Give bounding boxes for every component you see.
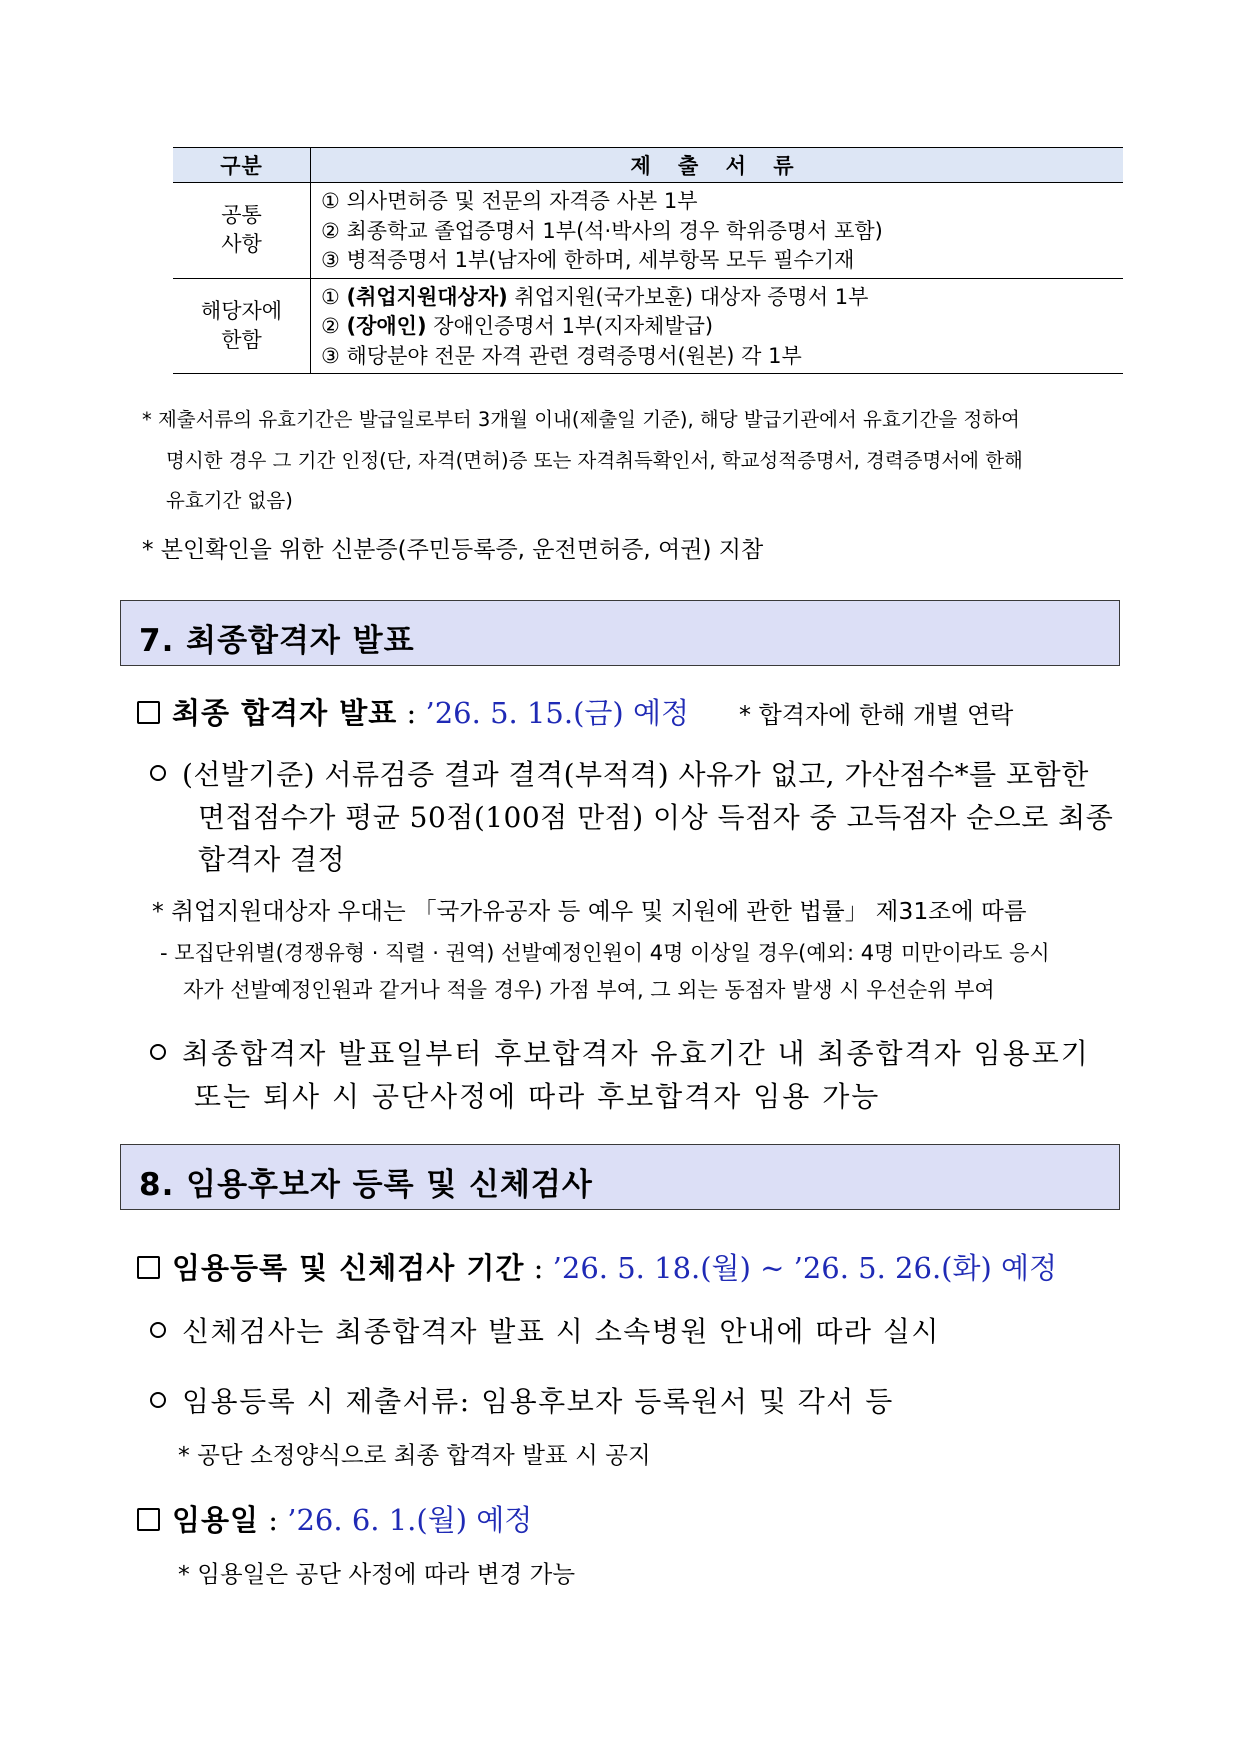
bullet-continuation: 합격자 결정 [198,843,346,876]
bullet-selection-criteria [150,753,1089,793]
heading-side-note: * 합격자에 한해 개별 연락 [738,701,1014,729]
bullet-registration-documents [150,1380,894,1420]
bullet-medical-exam [150,1310,940,1350]
section-8-title: 8. 임용후보자 등록 및 신체검사 [139,1167,593,1203]
bullet-text: (선발기준) 서류검증 결과 결격(부적격) 사유가 없고, 가산점수*를 포함한 [182,758,1089,791]
appointment-date: ’26. 6. 1.(월) 예정 [287,1503,533,1537]
row-category [173,278,311,374]
heading-label: 최종 합격자 발표 [172,696,398,730]
section-7-title: 7. 최종합격자 발표 [139,623,415,659]
row-items [311,278,1124,374]
circle-bullet-icon [150,765,166,781]
veteran-preference-note: * 취업지원대상자 우대는 「국가유공자 등 예우 및 지원에 관한 법률」 제31조에 따름 [152,897,1027,925]
heading-separator: : [397,696,426,730]
heading-separator: : [259,1503,288,1537]
category-line: 한함 [221,327,262,352]
validity-note-line2: 명시한 경우 그 기간 인정(단, 자격(면허)증 또는 자격취득확인서, 학교성적증명서, 경력증명서에 한해 [166,449,1023,472]
checkbox-square-icon [137,701,160,724]
list-item: ③ 병적증명서 1부(남자에 한하며, 세부항목 모두 필수기재 [321,248,855,272]
item-text: 해당분야 전문 자격 관련 경력증명서(원본) 각 1부 [339,343,802,368]
heading-separator: : [524,1251,553,1285]
row-items [311,183,1124,279]
validity-note-line3: 유효기간 없음) [166,489,293,512]
section-7-heading [137,691,1013,732]
appointment-change-note: * 임용일은 공단 사정에 따라 변경 가능 [178,1560,576,1588]
bullet-text: 임용등록 시 제출서류: 임용후보자 등록원서 및 각서 등 [182,1385,894,1418]
item-number: ① [321,284,340,309]
header-documents: 제 출 서 류 [311,148,1124,183]
circle-bullet-icon [150,1044,166,1060]
form-notice-note: * 공단 소정양식으로 최종 합격자 발표 시 공지 [178,1441,651,1469]
circle-bullet-icon [150,1322,166,1338]
category-line: 해당자에 [200,298,283,323]
item-bold-label: (장애인) [346,314,427,338]
validity-note-line1: * 제출서류의 유효기간은 발급일로부터 3개월 이내(제출일 기준), 해당 발급기관에서 유효기간을 정하여 [142,408,1020,431]
category-line: 공통 [221,203,262,228]
item-text: 취업지원(국가보훈) 대상자 증명서 1부 [507,284,869,309]
item-number: ③ [321,343,340,368]
item-bold-label: (취업지원대상자) [346,284,508,309]
circle-bullet-icon [150,1392,166,1408]
section-7-header [120,600,1120,666]
bullet-continuation: 또는 퇴사 시 공단사정에 따라 후보합격자 임용 가능 [194,1080,881,1113]
bullet-text: 최종합격자 발표일부터 후보합격자 유효기간 내 최종합격자 임용포기 [182,1037,1090,1070]
row-category [173,183,311,279]
id-note: * 본인확인을 위한 신분증(주민등록증, 운전면허증, 여권) 지참 [142,537,764,563]
announcement-date: ’26. 5. 15.(금) 예정 [425,696,689,730]
category-line: 사항 [221,232,262,257]
documents-table [173,147,1123,374]
bullet-text: 신체검사는 최종합격자 발표 시 소속병원 안내에 따라 실시 [182,1315,940,1348]
list-item [321,283,1123,313]
list-item [321,312,1123,342]
tiebreak-note-line1: - 모집단위별(경쟁유형 · 직렬 · 권역) 선발예정인원이 4명 이상일 경우(예외: 4명 미만이라도 응시 [160,941,1050,965]
item-text: 장애인증명서 1부(지자체발급) [426,314,714,338]
heading-label: 임용일 [172,1503,260,1537]
table-row [173,183,1123,279]
tiebreak-note-line2: 자가 선발예정인원과 같거나 적을 경우) 가점 부여, 그 외는 동점자 발생 시 우선순위 부여 [183,978,995,1002]
checkbox-square-icon [137,1256,160,1279]
list-item: ① 의사면허증 및 전문의 자격증 사본 1부 [321,189,698,213]
section-8-header [120,1144,1120,1210]
table-header-row [173,148,1123,183]
list-item: ② 최종학교 졸업증명서 1부(석·박사의 경우 학위증명서 포함) [321,218,883,243]
registration-period: ’26. 5. 18.(월) ∼ ’26. 5. 26.(화) 예정 [552,1251,1058,1285]
bullet-reserve-candidates [150,1032,1090,1072]
section-8-heading-appointment [137,1498,532,1539]
bullet-continuation: 면접점수가 평균 50점(100점 만점) 이상 득점자 중 고득점자 순으로 최종 [198,801,1114,834]
list-item [321,342,1123,372]
heading-label: 임용등록 및 신체검사 기간 [172,1251,525,1285]
checkbox-square-icon [137,1508,160,1531]
header-category: 구분 [173,148,311,183]
section-8-heading-period [137,1246,1057,1287]
table-row [173,278,1123,374]
item-number: ② [321,314,340,338]
